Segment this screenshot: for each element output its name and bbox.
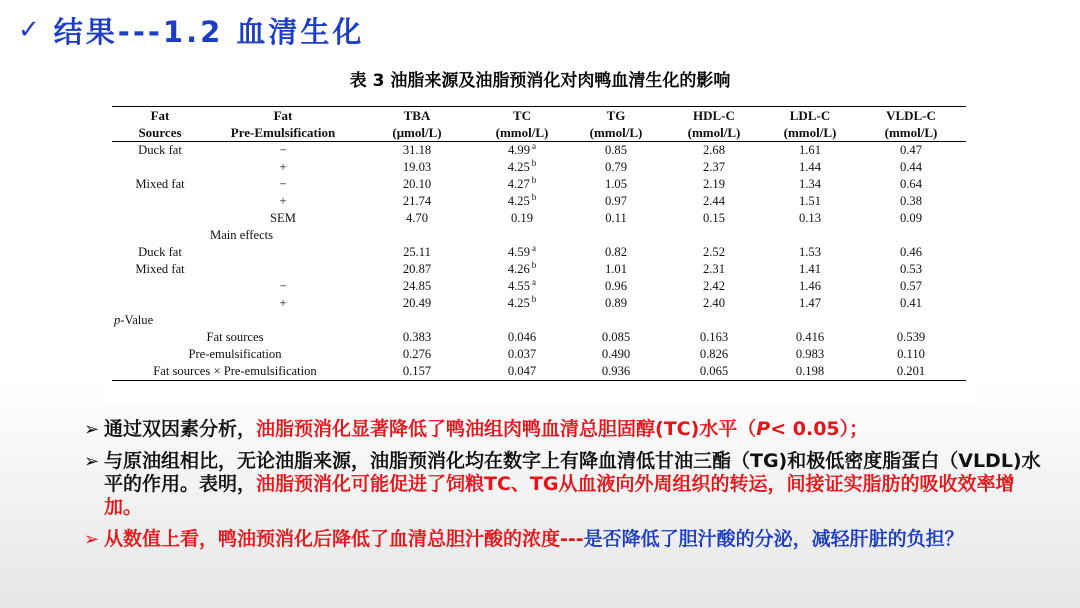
bullet-text-blue: 是否降低了胆汁酸的分泌，减轻肝脏的负担？ [583,528,964,550]
serum-biochemistry-table [112,106,966,381]
cell-tba: 20.49 [402,296,432,310]
cell-tba: 21.74 [402,194,432,208]
cell-pre: − [279,177,287,191]
cell-tc-value: 4.25 [507,160,530,174]
header-fat-pre-1: Fat [208,107,358,125]
cell-pre [208,244,358,261]
bullet-item-2 [84,450,1044,519]
cell-source [112,210,208,227]
table-row [112,142,966,160]
unit-vldl: (mmol/L) [856,124,966,142]
header-fat-sources-2: Sources [112,124,208,142]
cell-tg: 0.490 [601,347,631,361]
cell-tba: 31.18 [402,143,432,157]
table-row [112,295,966,312]
cell-hdl: 2.40 [702,296,726,310]
cell-vldl: 0.41 [899,296,923,310]
cell-vldl: 0.44 [899,160,923,174]
bullet-text [104,418,1044,441]
cell-tc-value: 4.55 [507,279,531,293]
table-row-pvalue-label [112,312,966,329]
bullet-item-1 [84,418,1044,441]
cell-tc [476,176,568,193]
cell-vldl: 0.57 [899,279,923,293]
cell-tg: 0.936 [568,363,664,381]
table-row-pvalue [112,346,966,363]
cell-ldl: 0.416 [795,330,825,344]
cell-tba: 20.87 [402,262,432,276]
header-vldl: VLDL-C [856,107,966,125]
cell-tc-value: 4.25 [507,296,530,310]
bullet-text-red: 油脂预消化可能促进了饲粮TC、TG从血液向外周组织的转运，间接证实脂肪的吸收效率增加。 [104,473,1015,518]
cell-hdl: 0.15 [702,211,726,225]
cell-tg: 0.97 [604,194,628,208]
table-row [112,176,966,193]
unit-tc: (mmol/L) [476,124,568,142]
cell-tba: 25.11 [403,245,431,259]
bullet-text-red: 从数值上看，鸭油预消化后降低了血清总胆汁酸的浓度--- [104,528,584,550]
cell-tg: 0.11 [605,211,627,225]
cell-tg: 0.82 [604,245,628,259]
cell-source: Mixed fat [135,177,185,191]
cell-hdl: 0.826 [699,347,729,361]
unit-ldl: (mmol/L) [764,124,856,142]
cell-tc [476,278,568,295]
cell-tba: 0.383 [402,330,432,344]
cell-hdl: 2.19 [702,177,726,191]
cell-hdl: 2.37 [702,160,726,174]
table-row [112,193,966,210]
slide-title [18,8,364,52]
cell-tg: 0.85 [604,143,628,157]
cell-hdl: 0.163 [699,330,729,344]
cell-hdl: 2.44 [702,194,726,208]
cell-tba: 0.276 [402,347,432,361]
cell-ldl: 1.34 [798,177,822,191]
unit-tg: (mmol/L) [568,124,664,142]
cell-tba: 19.03 [402,160,432,174]
cell-tc-superscript: b [531,259,537,270]
cell-ldl: 1.61 [798,143,822,157]
cell-pre: + [279,160,287,174]
cell-tc: 0.047 [476,363,568,381]
cell-ldl: 0.983 [795,347,825,361]
bullet-text-plain: 与原油组相比，无论油脂来源，油脂预消化均在数字上有降血清低甘油三酯（TG)和极低密度脂蛋白（VLDL)水平的作用。表明， [104,450,1041,495]
bullet-list [84,418,1044,560]
table-row [112,244,966,261]
bullet-text-p [756,418,770,440]
cell-tc-value: 4.27 [507,177,530,191]
arrow-bullet-icon: ➢ [84,529,100,550]
cell-tc [476,142,568,160]
table-row-sem [112,210,966,227]
cell-vldl: 0.53 [899,262,923,276]
unit-hdl: (mmol/L) [664,124,764,142]
cell-tc: 0.046 [507,330,537,344]
cell-tc [476,295,568,312]
cell-tc-superscript: a [532,242,537,253]
header-tg: TG [568,107,664,125]
table-row [112,261,966,278]
cell-tc-superscript: b [531,191,537,202]
cell-pre: − [279,143,287,157]
cell-source [112,193,208,210]
bullet-text-red-end: < 0.05）； [770,418,869,440]
cell-hdl: 2.68 [702,143,726,157]
cell-vldl: 0.539 [896,330,926,344]
cell-ldl: 1.46 [798,279,822,293]
cell-source: Duck fat [138,245,182,259]
main-effects-label: Main effects [210,228,274,242]
bullet-text [104,450,1044,519]
cell-tc-value: 4.25 [507,194,530,208]
table-row [112,278,966,295]
pvalue-label [112,312,208,329]
cell-vldl: 0.47 [899,143,923,157]
cell-tg: 0.89 [604,296,628,310]
cell-tg: 1.01 [604,262,628,276]
cell-tg: 1.05 [604,177,628,191]
cell-vldl: 0.201 [856,363,966,381]
cell-pre: − [279,279,287,293]
cell-effect-label: Fat sources [206,330,264,344]
table-row [112,159,966,176]
bullet-text-plain: 通过双因素分析， [104,418,257,440]
cell-tc-value: 4.59 [507,245,531,259]
table-panel [104,96,976,404]
cell-tc [476,261,568,278]
cell-tc-superscript: b [531,157,537,168]
cell-tc [476,193,568,210]
cell-tc: 0.037 [507,347,537,361]
cell-vldl: 0.46 [899,245,923,259]
cell-pre: SEM [270,211,296,225]
cell-tc-superscript: b [531,293,537,304]
cell-tc [476,210,568,227]
cell-pre: + [279,194,287,208]
cell-tba: 4.70 [405,211,429,225]
cell-ldl: 0.198 [764,363,856,381]
table-row-pvalue [112,363,966,381]
cell-source: Mixed fat [135,262,185,276]
cell-ldl: 1.44 [798,160,822,174]
bullet-text-red: 油脂预消化显著降低了鸭油组肉鸭血清总胆固醇(TC)水平（ [256,418,757,440]
cell-effect-label: Fat sources × Pre-emulsification [112,363,358,381]
header-fat-sources-1: Fat [112,107,208,125]
bullet-item-3 [84,528,1044,551]
cell-pre: + [279,296,287,310]
header-fat-pre-2: Pre-Emulsification [208,124,358,142]
pvalue-label-rest: -Value [120,313,154,327]
cell-vldl: 0.110 [897,347,925,361]
cell-tc-superscript: a [532,140,537,151]
cell-tc-superscript: a [532,276,537,287]
cell-hdl: 2.42 [702,279,726,293]
cell-ldl: 1.51 [798,194,822,208]
cell-vldl: 0.64 [899,177,923,191]
header-tc: TC [476,107,568,125]
cell-tg: 0.79 [604,160,628,174]
header-tba: TBA [358,107,476,125]
cell-tc [476,159,568,176]
cell-tg: 0.96 [604,279,628,293]
cell-tc-superscript: b [531,174,537,185]
bullet-text [104,528,1044,551]
cell-hdl: 2.52 [702,245,726,259]
cell-tc-value: 4.99 [507,143,531,157]
p-symbol: P [756,418,771,440]
table-row-pvalue [112,329,966,346]
cell-hdl: 2.31 [702,262,726,276]
arrow-bullet-icon: ➢ [84,451,100,472]
arrow-bullet-icon: ➢ [84,419,100,440]
table-row-main-effects-label [112,227,966,244]
cell-source [112,159,208,176]
cell-source [112,295,208,312]
cell-pre [208,261,358,278]
slide-title-text: 结果---1.2 血清生化 [53,14,365,49]
cell-tba: 20.10 [402,177,432,191]
cell-tg: 0.085 [601,330,631,344]
cell-source [112,278,208,295]
unit-tba: (μmol/L) [358,124,476,142]
checkmark-icon: ✓ [18,15,40,45]
cell-tc-value: 0.19 [510,211,534,225]
cell-vldl: 0.09 [899,211,923,225]
cell-tc-value: 4.26 [507,262,530,276]
cell-hdl: 0.065 [664,363,764,381]
cell-ldl: 1.47 [798,296,822,310]
table-caption: 表 3 油脂来源及油脂预消化对肉鸭血清生化的影响 [349,71,731,91]
header-ldl: LDL-C [764,107,856,125]
cell-vldl: 0.38 [899,194,923,208]
cell-ldl: 1.41 [798,262,822,276]
cell-source: Duck fat [138,143,182,157]
pvalue-label-p: p [114,313,121,327]
cell-tc [476,244,568,261]
cell-ldl: 0.13 [798,211,822,225]
cell-tba: 0.157 [358,363,476,381]
cell-ldl: 1.53 [798,245,822,259]
cell-tba: 24.85 [402,279,432,293]
header-hdl: HDL-C [664,107,764,125]
cell-effect-label: Pre-emulsification [188,347,282,361]
